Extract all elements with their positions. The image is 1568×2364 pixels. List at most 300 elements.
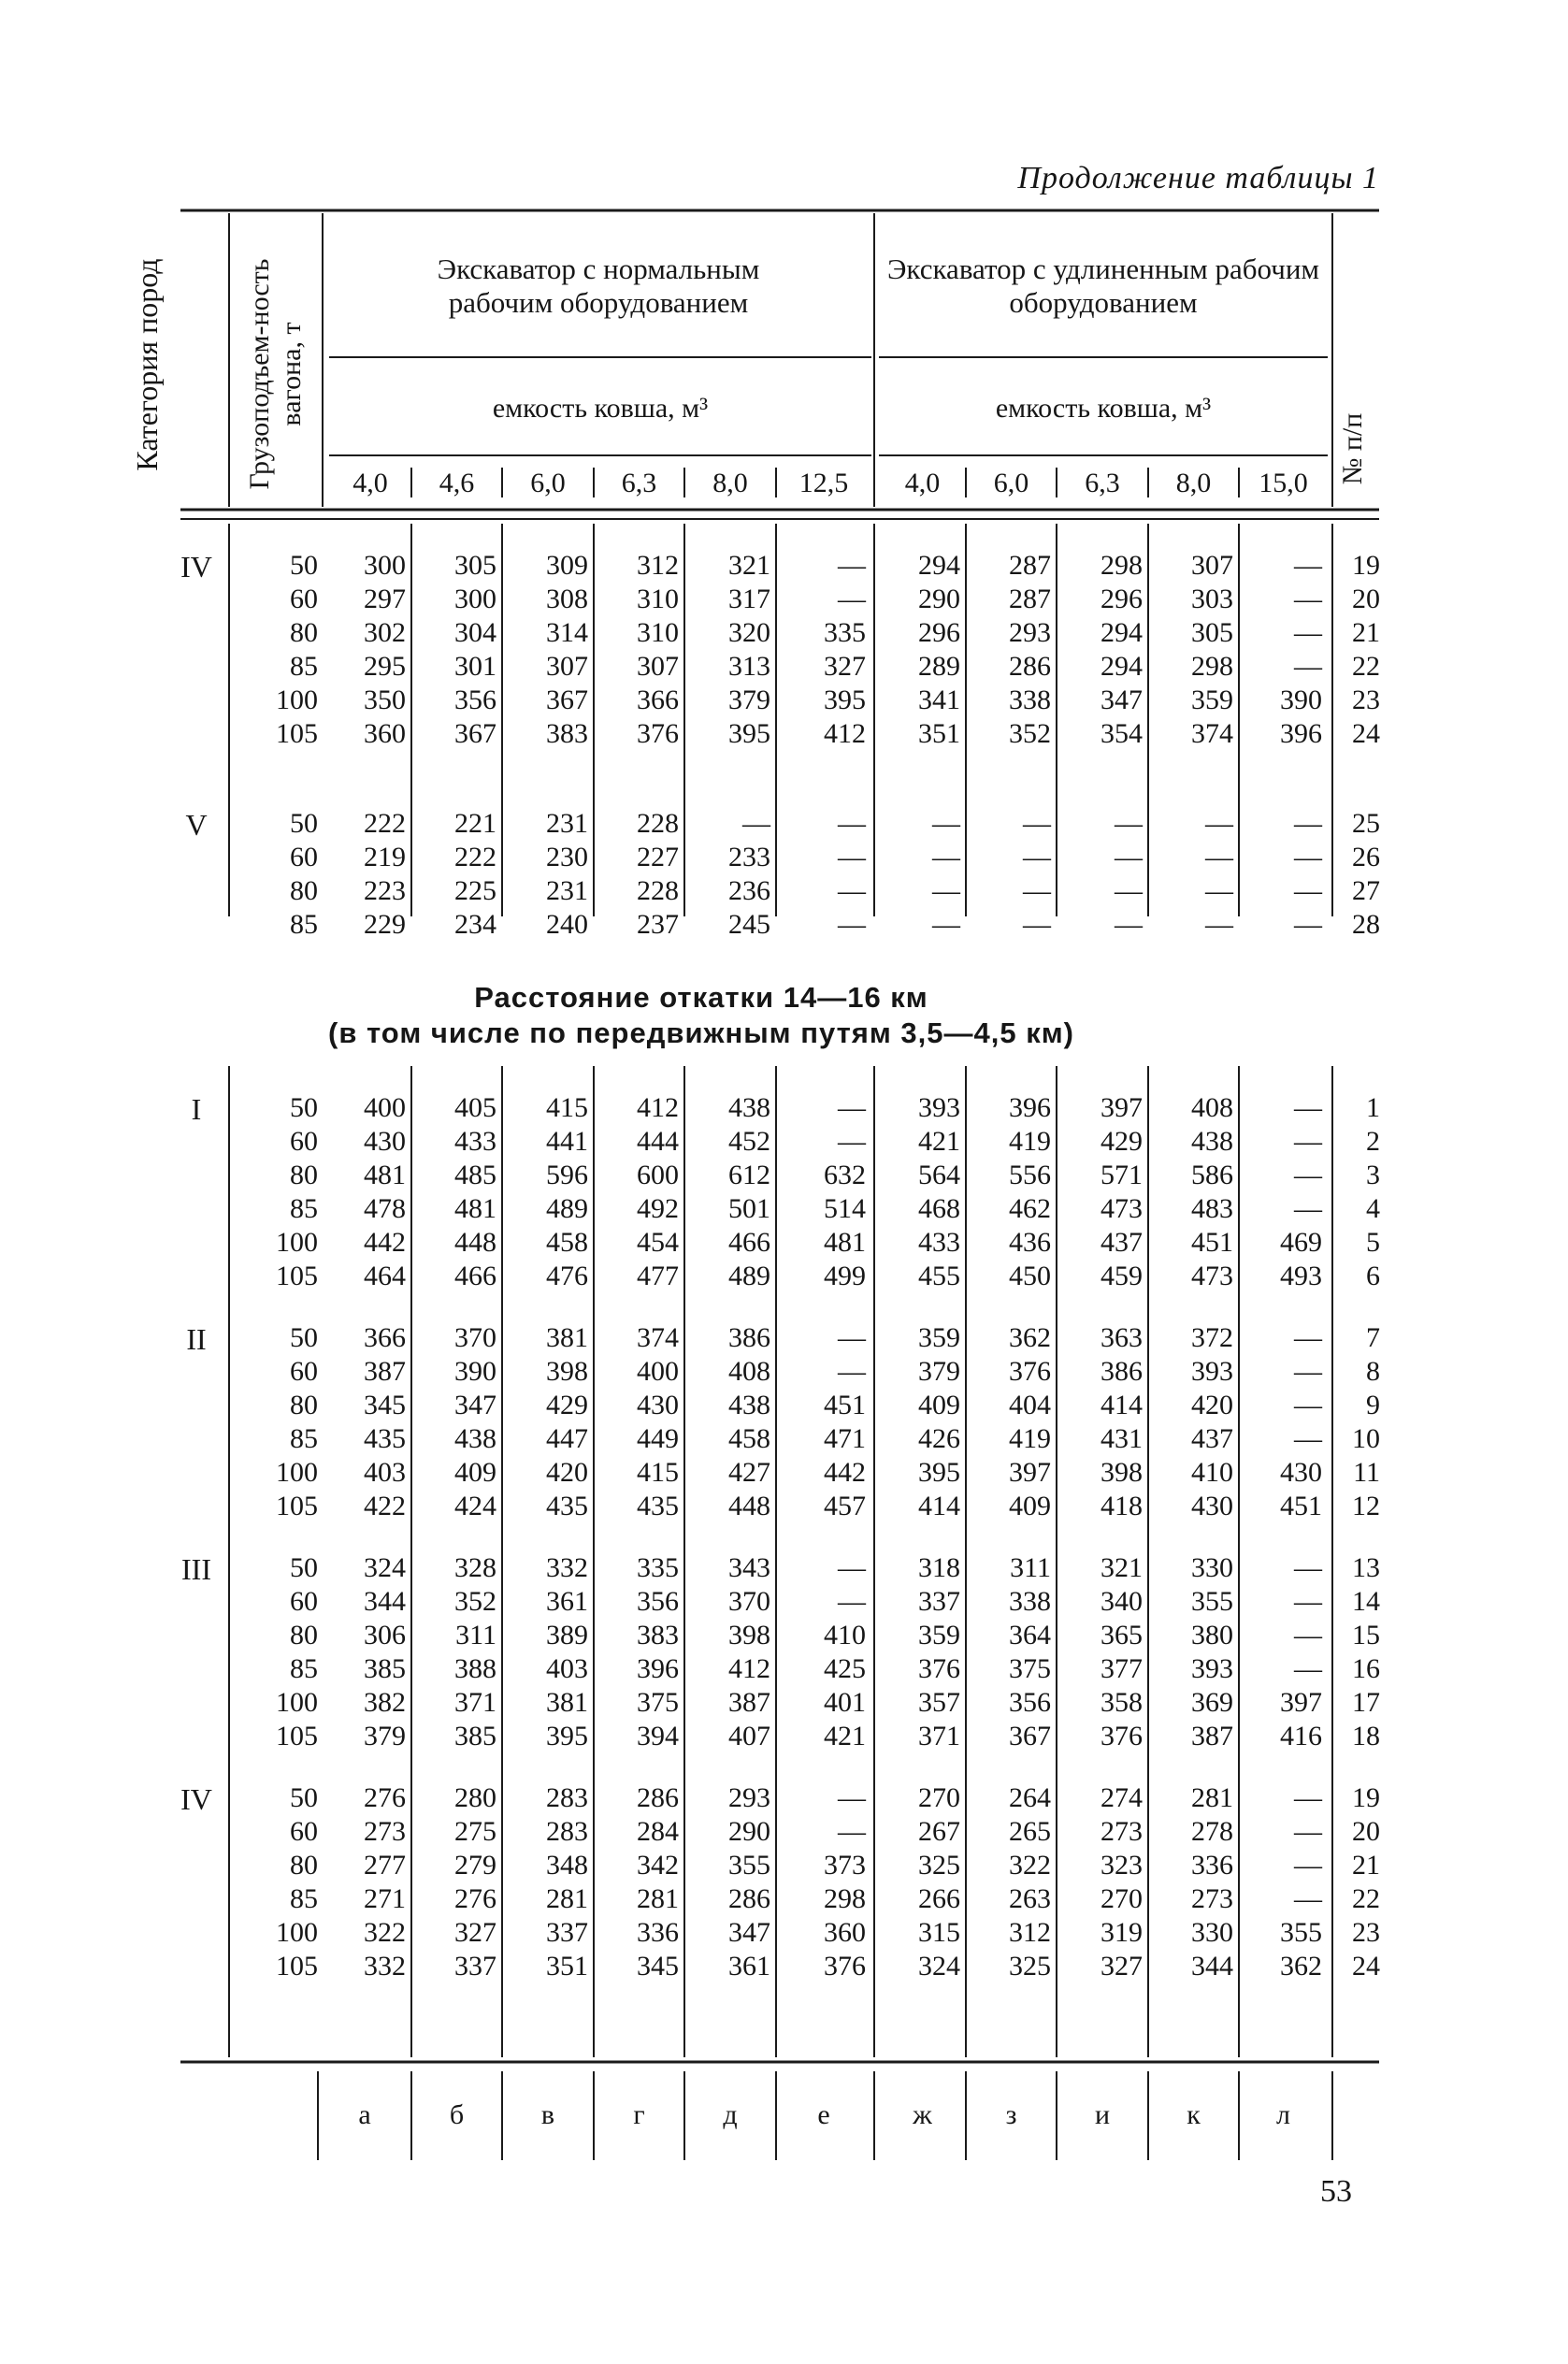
value-cell: 437 [1191,1423,1233,1454]
column-letter: а [358,2099,371,2130]
value-cell: 499 [824,1261,866,1291]
value-cell: 395 [918,1457,960,1488]
value-cell: 302 [364,617,406,648]
row-number-cell: 26 [1352,842,1380,872]
value-cell: 289 [918,651,960,682]
row-number-cell: 24 [1352,1951,1380,1982]
value-cell: 311 [455,1620,496,1650]
value-cell: — [1294,1356,1322,1387]
row-number-cell: 19 [1352,550,1380,581]
row-number-cell: 20 [1352,584,1380,614]
value-cell: 398 [546,1356,588,1387]
value-cell: 321 [1100,1552,1143,1583]
value-cell: 330 [1191,1917,1233,1948]
value-cell: 438 [1191,1126,1233,1157]
value-cell: 222 [364,808,406,839]
value-cell: 318 [918,1552,960,1583]
capacity-cell: 85 [290,1193,318,1224]
category-label: III [181,1552,211,1586]
row-number-cell: 19 [1352,1782,1380,1813]
value-cell: 383 [546,718,588,749]
value-cell: 219 [364,842,406,872]
value-cell: 265 [1009,1816,1051,1847]
value-cell: 317 [728,584,770,614]
row-number-cell: 10 [1352,1423,1380,1454]
value-cell: 277 [364,1850,406,1881]
value-cell: — [838,1322,866,1353]
capacity-cell: 80 [290,875,318,906]
value-cell: — [1294,1816,1322,1847]
value-cell: 458 [728,1423,770,1454]
value-cell: 354 [1100,718,1143,749]
value-cell: 352 [1009,718,1051,749]
value-cell: 221 [454,808,496,839]
value-cell: — [1115,909,1143,940]
capacity-cell: 85 [290,909,318,940]
value-cell: 395 [728,718,770,749]
bucket-size-cell: 4,0 [904,468,941,498]
value-cell: 376 [637,718,679,749]
value-cell: 308 [546,584,588,614]
value-cell: 304 [454,617,496,648]
capacity-cell: 50 [290,1322,318,1353]
value-cell: 327 [1100,1951,1143,1982]
value-cell: 319 [1100,1917,1143,1948]
value-cell: 408 [1191,1092,1233,1123]
value-cell: 632 [824,1160,866,1190]
value-cell: 230 [546,842,588,872]
value-cell: 229 [364,909,406,940]
value-cell: — [1023,842,1051,872]
value-cell: 426 [918,1423,960,1454]
value-cell: 281 [637,1883,679,1914]
value-cell: 369 [1191,1687,1233,1718]
row-number-cell: 16 [1352,1653,1380,1684]
value-cell: 459 [1100,1261,1143,1291]
value-cell: 396 [637,1653,679,1684]
value-cell: 416 [1280,1721,1322,1751]
table-caption: Продолжение таблицы 1 [1017,161,1379,195]
row-number-cell: 2 [1366,1126,1380,1157]
value-cell: 375 [1009,1653,1051,1684]
value-cell: 414 [1100,1390,1143,1420]
value-cell: — [838,1782,866,1813]
value-cell: 393 [918,1092,960,1123]
value-cell: 415 [546,1092,588,1123]
value-cell: 356 [1009,1687,1051,1718]
value-cell: 273 [1191,1883,1233,1914]
value-cell: 436 [1009,1227,1051,1258]
value-cell: 338 [1009,1586,1051,1617]
value-cell: — [1294,1620,1322,1650]
value-cell: 338 [1009,685,1051,715]
value-cell: 451 [824,1390,866,1420]
value-cell: 492 [637,1193,679,1224]
value-cell: 385 [454,1721,496,1751]
value-cell: 356 [637,1586,679,1617]
value-cell: 236 [728,875,770,906]
capacity-cell: 100 [276,1687,318,1718]
value-cell: 364 [1009,1620,1051,1650]
row-number-cell: 6 [1366,1261,1380,1291]
row-number-cell: 13 [1352,1552,1380,1583]
value-cell: 347 [1100,685,1143,715]
value-cell: 483 [1191,1193,1233,1224]
value-cell: 281 [1191,1782,1233,1813]
value-cell: 481 [824,1227,866,1258]
value-cell: 419 [1009,1126,1051,1157]
value-cell: 398 [1100,1457,1143,1488]
value-cell: 393 [1191,1653,1233,1684]
value-cell: 429 [546,1390,588,1420]
value-cell: 471 [824,1423,866,1454]
value-cell: 327 [454,1917,496,1948]
value-cell: 441 [546,1126,588,1157]
value-cell: 451 [1280,1491,1322,1521]
capacity-cell: 60 [290,1356,318,1387]
value-cell: 422 [364,1491,406,1521]
value-cell: 410 [824,1620,866,1650]
value-cell: 390 [454,1356,496,1387]
value-cell: 358 [1100,1687,1143,1718]
value-cell: 342 [637,1850,679,1881]
value-cell: 343 [728,1552,770,1583]
value-cell: — [1294,842,1322,872]
value-cell: 387 [364,1356,406,1387]
value-cell: 287 [1009,550,1051,581]
value-cell: 372 [1191,1322,1233,1353]
row-number-cell: 9 [1366,1390,1380,1420]
row-number-cell: 23 [1352,1917,1380,1948]
value-cell: — [838,875,866,906]
value-cell: 457 [824,1491,866,1521]
value-cell: 350 [364,685,406,715]
value-cell: 376 [824,1951,866,1982]
value-cell: 266 [918,1883,960,1914]
value-cell: 395 [546,1721,588,1751]
value-cell: 310 [637,617,679,648]
value-cell: 375 [637,1687,679,1718]
value-cell: 324 [918,1951,960,1982]
value-cell: 438 [728,1390,770,1420]
value-cell: — [1115,842,1143,872]
value-cell: — [1294,1322,1322,1353]
value-cell: 376 [1009,1356,1051,1387]
value-cell: 427 [728,1457,770,1488]
value-cell: 335 [637,1552,679,1583]
value-cell: — [932,842,960,872]
value-cell: 355 [728,1850,770,1881]
value-cell: 556 [1009,1160,1051,1190]
value-cell: 271 [364,1883,406,1914]
value-cell: — [1023,808,1051,839]
row-number-cell: 27 [1352,875,1380,906]
value-cell: 430 [1191,1491,1233,1521]
value-cell: 367 [454,718,496,749]
value-cell: 286 [1009,651,1051,682]
value-cell: 421 [824,1721,866,1751]
value-cell: 442 [824,1457,866,1488]
capacity-cell: 80 [290,1160,318,1190]
bucket-size-cell: 6,3 [621,468,657,498]
value-cell: 466 [454,1261,496,1291]
value-cell: 328 [454,1552,496,1583]
value-cell: 586 [1191,1160,1233,1190]
value-cell: 449 [637,1423,679,1454]
value-cell: 284 [637,1816,679,1847]
value-cell: 344 [364,1586,406,1617]
value-cell: — [1023,909,1051,940]
capacity-cell: 80 [290,617,318,648]
value-cell: 307 [1191,550,1233,581]
value-cell: 450 [1009,1261,1051,1291]
value-cell: 290 [728,1816,770,1847]
value-cell: 223 [364,875,406,906]
value-cell: 264 [1009,1782,1051,1813]
capacity-cell: 100 [276,685,318,715]
value-cell: 420 [546,1457,588,1488]
value-cell: 403 [364,1457,406,1488]
value-cell: — [932,808,960,839]
value-cell: 397 [1280,1687,1322,1718]
value-cell: 323 [1100,1850,1143,1881]
value-cell: — [838,584,866,614]
value-cell: 296 [918,617,960,648]
value-cell: 325 [918,1850,960,1881]
row-number-cell: 25 [1352,808,1380,839]
capacity-cell: 80 [290,1850,318,1881]
value-cell: 233 [728,842,770,872]
value-cell: 400 [637,1356,679,1387]
value-cell: — [1205,842,1233,872]
column-letter: и [1094,2099,1111,2130]
row-number-cell: 20 [1352,1816,1380,1847]
value-cell: 344 [1191,1951,1233,1982]
row-number-cell: 21 [1352,1850,1380,1881]
value-cell: 234 [454,909,496,940]
page-number: 53 [1320,2174,1352,2209]
value-cell: 347 [728,1917,770,1948]
row-number-cell: 17 [1352,1687,1380,1718]
value-cell: 360 [824,1917,866,1948]
value-cell: 455 [918,1261,960,1291]
value-cell: 452 [728,1126,770,1157]
value-cell: 359 [918,1620,960,1650]
value-cell: 294 [1100,617,1143,648]
capacity-cell: 60 [290,842,318,872]
value-cell: — [1205,808,1233,839]
value-cell: 286 [637,1782,679,1813]
value-cell: 477 [637,1261,679,1291]
value-cell: 400 [364,1092,406,1123]
capacity-cell: 105 [276,1261,318,1291]
capacity-cell: 80 [290,1390,318,1420]
value-cell: 320 [728,617,770,648]
value-cell: 600 [637,1160,679,1190]
row-number-cell: 18 [1352,1721,1380,1751]
value-cell: 394 [637,1721,679,1751]
value-cell: 386 [728,1322,770,1353]
value-cell: 473 [1191,1261,1233,1291]
value-cell: 414 [918,1491,960,1521]
value-cell: — [1294,1782,1322,1813]
value-cell: 429 [1100,1126,1143,1157]
value-cell: 421 [918,1126,960,1157]
row-number-cell: 7 [1366,1322,1380,1353]
value-cell: 430 [637,1390,679,1420]
value-cell: 418 [1100,1491,1143,1521]
value-cell: 336 [1191,1850,1233,1881]
value-cell: 373 [824,1850,866,1881]
value-cell: 362 [1280,1951,1322,1982]
value-cell: — [1294,1126,1322,1157]
value-cell: 345 [637,1951,679,1982]
value-cell: 393 [1191,1356,1233,1387]
value-cell: 315 [918,1917,960,1948]
value-cell: 485 [454,1160,496,1190]
value-cell: 341 [918,685,960,715]
group-normal-title: Экскаватор с нормальным рабочим оборудованием [437,252,760,319]
value-cell: 447 [546,1423,588,1454]
value-cell: 275 [454,1816,496,1847]
value-cell: 403 [546,1653,588,1684]
value-cell: 351 [546,1951,588,1982]
value-cell: — [1294,808,1322,839]
value-cell: 466 [728,1227,770,1258]
column-letter: б [449,2099,465,2130]
category-label: I [191,1092,202,1126]
group-long-title: Экскаватор с удлиненным рабочим оборудованием [886,252,1320,319]
value-cell: 337 [546,1917,588,1948]
row-number-cell: 21 [1352,617,1380,648]
value-cell: — [1294,651,1322,682]
value-cell: — [1294,1552,1322,1583]
value-cell: 283 [546,1782,588,1813]
value-cell: 383 [637,1620,679,1650]
value-cell: 444 [637,1126,679,1157]
category-label: IV [180,550,212,584]
header-row-no: № п/п [1337,412,1368,485]
capacity-cell: 50 [290,1782,318,1813]
value-cell: 424 [454,1491,496,1521]
value-cell: — [1294,1390,1322,1420]
value-cell: 330 [1191,1552,1233,1583]
value-cell: — [838,1552,866,1583]
row-number-cell: 22 [1352,651,1380,682]
value-cell: 478 [364,1193,406,1224]
row-number-cell: 1 [1366,1092,1380,1123]
bucket-size-cell: 8,0 [712,468,748,498]
bucket-size-cell: 4,6 [439,468,475,498]
value-cell: 448 [728,1491,770,1521]
capacity-cell: 105 [276,718,318,749]
value-cell: 286 [728,1883,770,1914]
capacity-cell: 85 [290,1653,318,1684]
value-cell: 287 [1009,584,1051,614]
capacity-cell: 50 [290,808,318,839]
value-cell: 300 [364,550,406,581]
value-cell: 379 [364,1721,406,1751]
value-cell: 300 [454,584,496,614]
value-cell: 437 [1100,1227,1143,1258]
value-cell: 336 [637,1917,679,1948]
value-cell: 481 [364,1160,406,1190]
category-label: IV [180,1782,212,1816]
value-cell: 359 [918,1322,960,1353]
value-cell: 363 [1100,1322,1143,1353]
header-capacity: Грузоподъем-ность вагона, т [244,258,307,490]
value-cell: 395 [824,685,866,715]
value-cell: 376 [1100,1721,1143,1751]
value-cell: 325 [1009,1951,1051,1982]
capacity-cell: 60 [290,1586,318,1617]
value-cell: 420 [1191,1390,1233,1420]
value-cell: 345 [364,1390,406,1420]
value-cell: 489 [546,1193,588,1224]
value-cell: — [1205,875,1233,906]
value-cell: — [1294,550,1322,581]
value-cell: 387 [1191,1721,1233,1751]
value-cell: — [1294,1586,1322,1617]
value-cell: 362 [1009,1322,1051,1353]
row-number-cell: 14 [1352,1586,1380,1617]
value-cell: 311 [1010,1552,1051,1583]
value-cell: 462 [1009,1193,1051,1224]
value-cell: — [1294,1092,1322,1123]
value-cell: 438 [728,1092,770,1123]
value-cell: 596 [546,1160,588,1190]
value-cell: 352 [454,1586,496,1617]
value-cell: 303 [1191,584,1233,614]
value-cell: 281 [546,1883,588,1914]
column-letter: з [1005,2099,1017,2130]
value-cell: 468 [918,1193,960,1224]
value-cell: 381 [546,1687,588,1718]
value-cell: 240 [546,909,588,940]
value-cell: 401 [824,1687,866,1718]
row-number-cell: 28 [1352,909,1380,940]
value-cell: 335 [824,617,866,648]
value-cell: 365 [1100,1620,1143,1650]
row-number-cell: 3 [1366,1160,1380,1190]
value-cell: 433 [454,1126,496,1157]
value-cell: — [1294,1850,1322,1881]
capacity-cell: 85 [290,1423,318,1454]
value-cell: 473 [1100,1193,1143,1224]
value-cell: 409 [1009,1491,1051,1521]
value-cell: — [1294,1883,1322,1914]
value-cell: 312 [637,550,679,581]
header-category: Категория пород [130,258,164,471]
column-letter: д [723,2099,738,2130]
section-2-title-line2: (в том числе по передвижным путям 3,5—4,5 км) [328,1016,1074,1049]
value-cell: 458 [546,1227,588,1258]
value-cell: 314 [546,617,588,648]
value-cell: 355 [1280,1917,1322,1948]
value-cell: 396 [1280,718,1322,749]
value-cell: — [1294,584,1322,614]
value-cell: 366 [364,1322,406,1353]
capacity-cell: 60 [290,584,318,614]
value-cell: 237 [637,909,679,940]
capacity-cell: 100 [276,1457,318,1488]
value-cell: 382 [364,1687,406,1718]
value-cell: 294 [1100,651,1143,682]
value-cell: 433 [918,1227,960,1258]
value-cell: — [1294,1193,1322,1224]
column-letter: л [1276,2099,1290,2130]
value-cell: 430 [1280,1457,1322,1488]
